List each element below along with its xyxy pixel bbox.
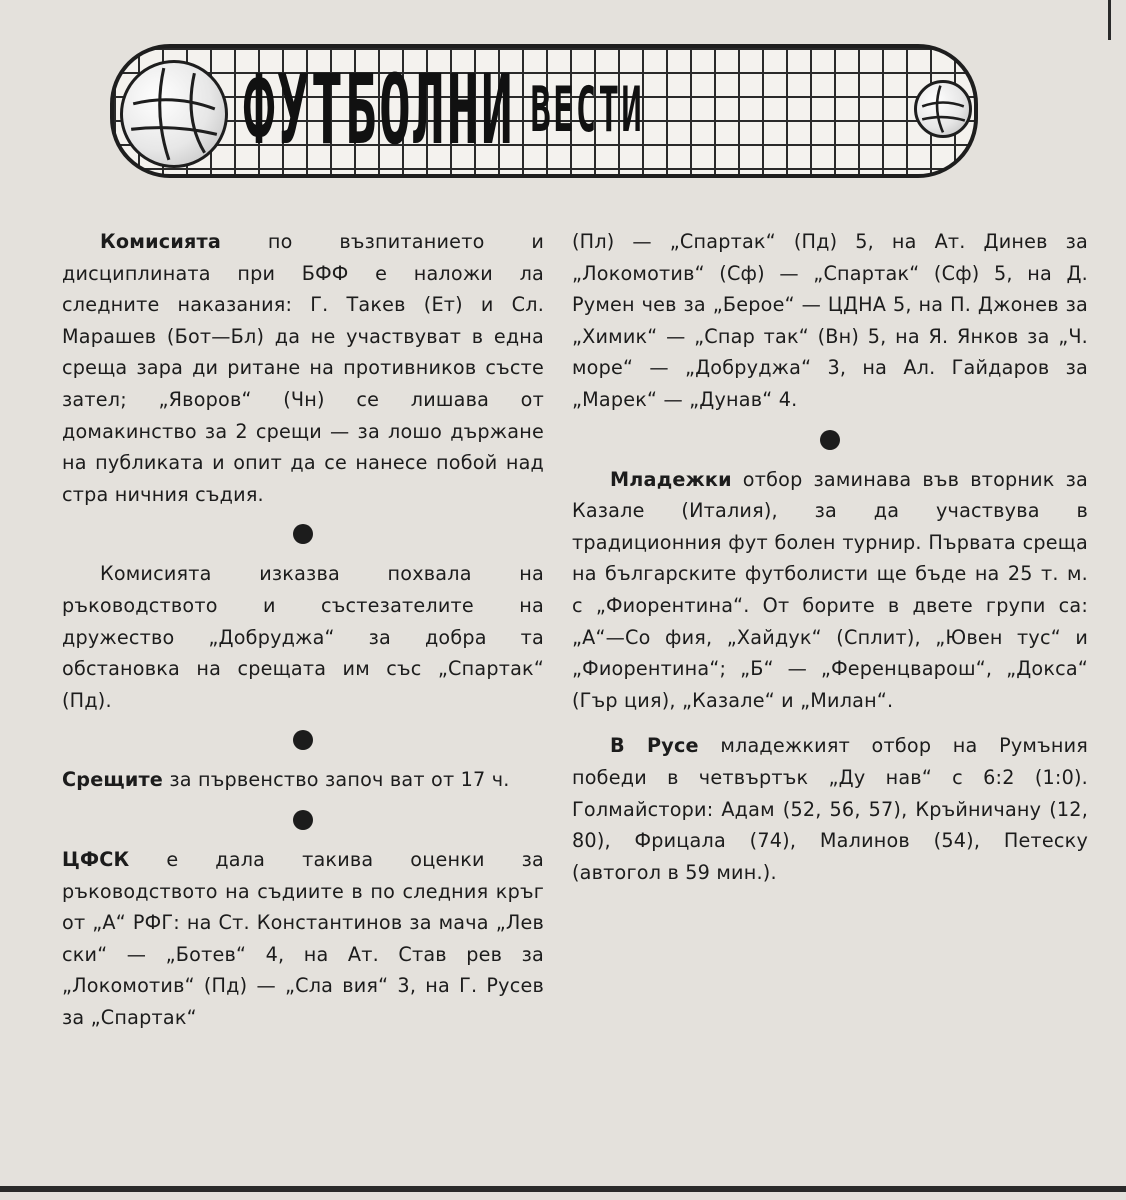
separator [62,510,544,558]
paragraph [62,558,544,716]
bullet-dot-icon [293,810,313,830]
title-sub: ВЕСТИ [530,73,644,146]
paragraph [62,226,544,510]
football-icon [120,60,228,168]
article-column-left [62,226,544,1033]
bullet-dot-icon [820,430,840,450]
bottom-rule [0,1186,1126,1192]
separator [572,416,1088,464]
separator [62,796,544,844]
paragraph-text: Комисията изказва похвала на ръководството и състезателите на дружество „Добруджа“ за добра та обстановка на срещата им със „Спартак“ (Пд). [62,562,544,712]
paragraph-text: по възпитанието и дисциплината при БФФ е наложи ла следните наказания: Г. Такев (Ет) и Сл. Марашев (Бот—Бл) да не участвуват в една среща зара ди ритане на противников състе зател; „Яворов“ (Чн) се лишава от домакинство за 2 срещи — за лошо държане на публиката и опит да се нанесе побой над стра ничния съдия. [62,230,544,506]
separator [62,716,544,764]
paragraph-text: за първенство започ ват от 17 ч. [163,768,510,792]
paragraph-text: е дала такива оценки за ръководството на съдиите в по следния кръг от „А“ РФГ: на Ст. Константинов за мача „Лев ски“ — „Ботев“ 4, на Ат. Став рев за „Локомотив“ (Пд) — „Сла вия“ 3, на Г. Русев за „Спартак“ [62,847,544,1029]
paragraph [572,464,1088,717]
article-column-right [572,226,1088,888]
page-title [240,40,647,180]
lead-word: Комисията [100,230,222,253]
lead-word: В Русе [610,734,699,758]
paragraph [572,226,1088,416]
football-icon [914,80,972,138]
bullet-dot-icon [293,524,313,544]
lead-word: Младежки [610,467,732,491]
paragraph [62,764,544,796]
paragraph-text: (Пл) — „Спартак“ (Пд) 5, на Ат. Динев за „Локомотив“ (Сф) — „Спартак“ (Сф) 5, на Д. Румен чев за „Берое“ — ЦДНА 5, на П. Джонев за „Химик“ — „Спар так“ (Вн) 5, на Я. Янков за „Ч. море“ — „Добруджа“ 3, на Ал. Гайдаров за „Марек“ — „Дунав“ 4. [572,230,1088,411]
bullet-dot-icon [293,730,313,750]
paragraph [572,730,1088,888]
paragraph-text: младежкият отбор на Румъния победи в четвъртък „Ду нав“ с 6:2 (1:0). Голмайстори: Адам (52, 56, 57), Кръйничану (12, 80), Фрицала (74), Малинов (54), Петеску (автогол в 59 мин.). [572,734,1088,884]
title-main: ФУТБОЛНИ [243,54,515,166]
lead-word: Срещите [62,768,164,792]
paragraph-text: отбор заминава във вторник за Казале (Италия), за да участвува в традиционния фут болен турнир. Първата среща на българските футболисти ще бъде на 25 т. м. с „Фиорентина“. От борите в двете групи са: „А“—Со фия, „Хайдук“ (Сплит), „Ювен тус“ и „Фиорентина“; „Б“ — „Ференцварош“, „Докса“ (Гър ция), „Казале“ и „Милан“. [572,467,1088,712]
column-rule [1108,0,1111,40]
lead-word: ЦФСК [62,847,130,871]
paragraph [62,844,544,1034]
